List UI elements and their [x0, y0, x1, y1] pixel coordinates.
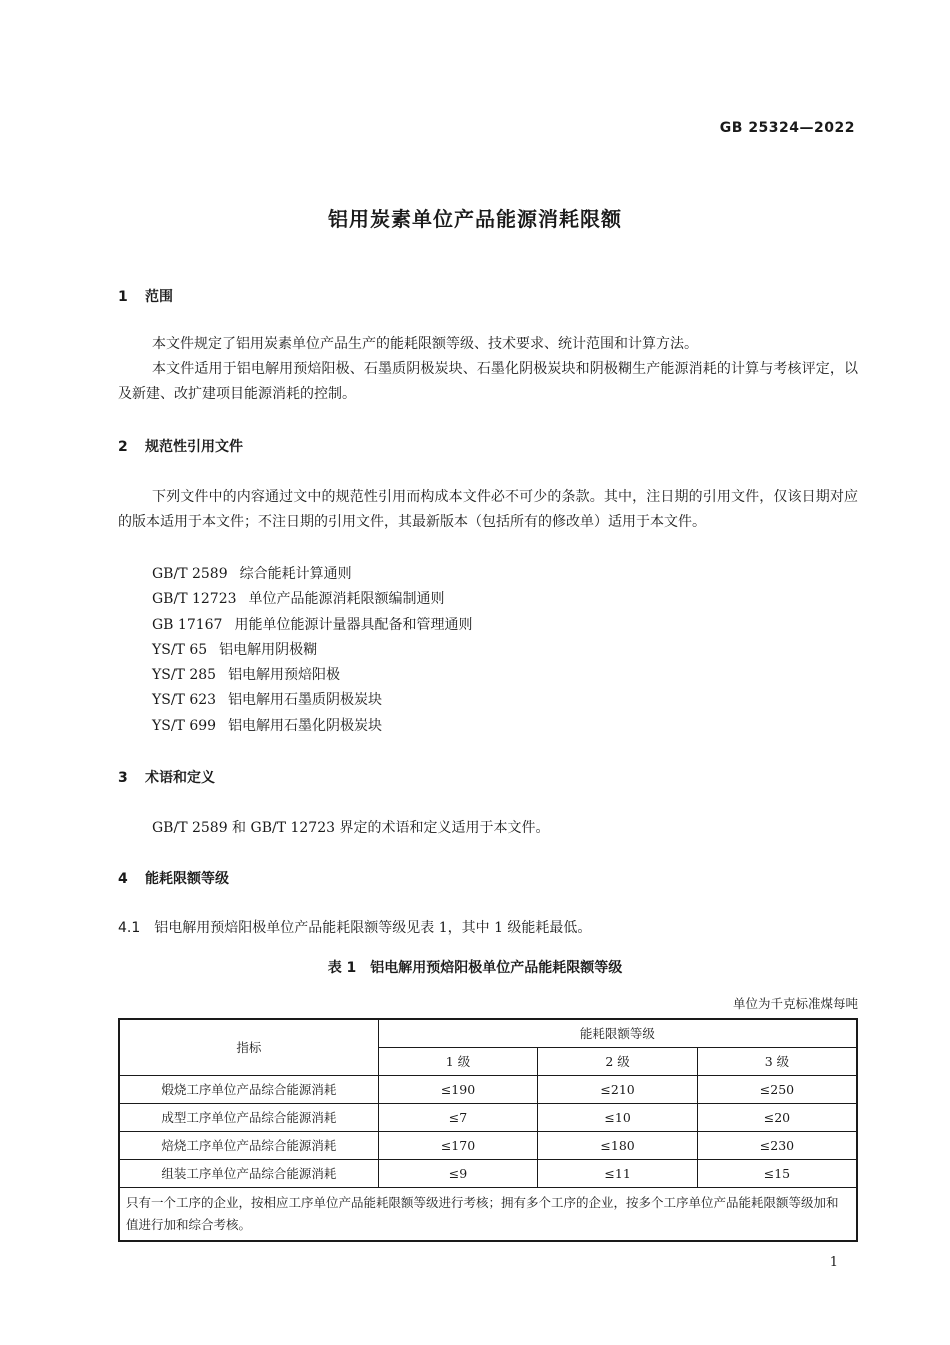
reference-code: YS/T 699: [152, 717, 217, 734]
reference-name: 铝电解用阴极糊: [219, 641, 318, 658]
section-1-paragraph-1: 本文件规定了铝用炭素单位产品生产的能耗限额等级、技术要求、统计范围和计算方法。: [152, 336, 698, 352]
value-cell: ≤11: [538, 1159, 698, 1187]
reference-code: GB/T 2589: [152, 566, 228, 582]
indicator-cell: 成型工序单位产品综合能源消耗: [119, 1103, 378, 1131]
value-cell: ≤10: [538, 1103, 698, 1131]
value-cell: ≤170: [378, 1131, 538, 1159]
reference-item: [152, 663, 472, 688]
value-cell: ≤230: [697, 1131, 857, 1159]
reference-code: GB 17167: [152, 616, 223, 633]
reference-code: YS/T 65: [152, 641, 208, 658]
table-note: 只有一个工序的企业，按相应工序单位产品能耗限额等级进行考核；拥有多个工序的企业，按多个工序单位产品能耗限额等级加和值进行加和综合考核。: [119, 1187, 857, 1241]
table-unit: 单位为千克标准煤每吨: [732, 996, 858, 1011]
clause-text: 铝电解用预焙阳极单位产品能耗限额等级见表 1，其中 1 级能耗最低。: [154, 920, 592, 936]
section-number: 1: [118, 289, 128, 305]
reference-item: [152, 638, 472, 663]
reference-item: [152, 562, 472, 587]
grade-header: 2 级: [538, 1047, 698, 1075]
section-2-paragraph-1: 下列文件中的内容通过文中的规范性引用而构成本文件必不可少的条款。其中，注日期的引用文件，仅该日期对应的版本适用于本文件；不注日期的引用文件，其最新版本（包括所有的修改单）适用于本文件。: [118, 489, 858, 530]
reference-name: 综合能耗计算通则: [239, 566, 352, 582]
table-row: [119, 1075, 857, 1103]
section-3-heading: [118, 767, 215, 787]
indicator-header: 指标: [119, 1019, 378, 1075]
section-1-paragraph-2: 本文件适用于铝电解用预焙阳极、石墨质阴极炭块、石墨化阴极炭块和阴极糊生产能源消耗的计算与考核评定，以及新建、改扩建项目能源消耗的控制。: [118, 361, 858, 402]
value-cell: ≤210: [538, 1075, 698, 1103]
document-title: 铝用炭素单位产品能源消耗限额: [328, 207, 622, 231]
clause-number: 4.1: [118, 920, 141, 936]
reference-name: 铝电解用预焙阳极: [228, 667, 341, 684]
section-title: 能耗限额等级: [145, 871, 229, 887]
reference-item: [152, 688, 472, 713]
value-cell: ≤190: [378, 1075, 538, 1103]
table-row: [119, 1159, 857, 1187]
table-header-row: [119, 1019, 857, 1047]
value-cell: ≤7: [378, 1103, 538, 1131]
normative-reference-list: [152, 562, 472, 739]
section-3-paragraph-1: GB/T 2589 和 GB/T 12723 界定的术语和定义适用于本文件。: [152, 820, 550, 836]
value-cell: ≤250: [697, 1075, 857, 1103]
section-title: 范围: [145, 289, 173, 305]
section-title: 术语和定义: [145, 770, 215, 786]
reference-item: [152, 613, 472, 638]
reference-name: 用能单位能源计量器具配备和管理通则: [234, 616, 473, 633]
grade-group-header: 能耗限额等级: [378, 1019, 857, 1047]
reference-code: GB/T 12723: [152, 591, 237, 608]
standard-number: GB 25324—2022: [719, 120, 855, 136]
grade-header: 1 级: [378, 1047, 538, 1075]
indicator-cell: 组装工序单位产品综合能源消耗: [119, 1159, 378, 1187]
table-note-row: [119, 1187, 857, 1241]
section-title: 规范性引用文件: [145, 439, 243, 455]
value-cell: ≤9: [378, 1159, 538, 1187]
section-number: 4: [118, 871, 128, 887]
page-number: 1: [829, 1255, 838, 1270]
value-cell: ≤180: [538, 1131, 698, 1159]
table-row: [119, 1131, 857, 1159]
clause-4-1: [118, 917, 591, 937]
table-row: [119, 1103, 857, 1131]
reference-name: 铝电解用石墨质阴极炭块: [228, 692, 383, 709]
section-2-heading: [118, 436, 243, 456]
section-number: 3: [118, 770, 128, 786]
section-number: 2: [118, 439, 128, 455]
section-4-heading: [118, 868, 229, 888]
reference-name: 铝电解用石墨化阴极炭块: [228, 717, 383, 734]
reference-code: YS/T 623: [152, 692, 217, 709]
table-caption: 表 1 铝电解用预焙阳极单位产品能耗限额等级: [327, 960, 623, 976]
reference-name: 单位产品能源消耗限额编制通则: [248, 591, 445, 608]
energy-grade-table: [118, 1018, 858, 1242]
section-1-heading: [118, 286, 173, 306]
value-cell: ≤15: [697, 1159, 857, 1187]
indicator-cell: 焙烧工序单位产品综合能源消耗: [119, 1131, 378, 1159]
grade-header: 3 级: [697, 1047, 857, 1075]
reference-item: [152, 714, 472, 739]
indicator-cell: 煅烧工序单位产品综合能源消耗: [119, 1075, 378, 1103]
reference-item: [152, 587, 472, 612]
value-cell: ≤20: [697, 1103, 857, 1131]
reference-code: YS/T 285: [152, 667, 217, 684]
